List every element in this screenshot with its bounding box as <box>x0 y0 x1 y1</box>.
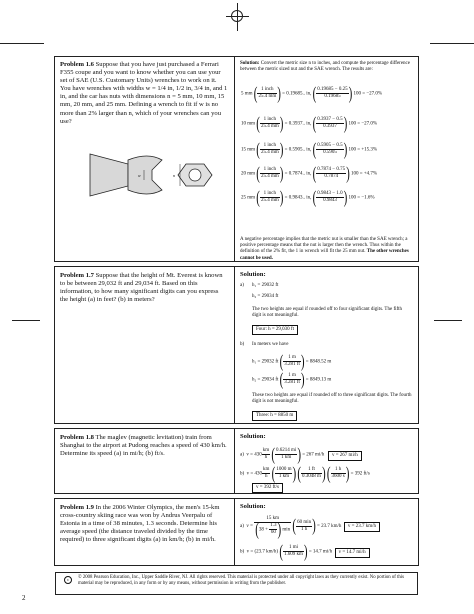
page-number: 2 <box>22 594 26 602</box>
part-b-answer: Three: h = 8850 m <box>252 411 297 421</box>
problem-title: Problem 1.8 <box>60 434 94 441</box>
problem-1-6-box <box>54 56 419 262</box>
part-a-eq: a) v = 15 km (38 + $\frac{1.3}{60}$ ) min ( $\frac{60 \min}{1 h}$ ) = 23.7 km/h v = 23.7 km/h <box>240 516 380 536</box>
problem-text: Suppose that you have just purchased a Ferrari F355 coupe and you want to know whether you can use your set of SAE (U.S. Customary Units) wrenches to work on it. You have wrenches with widths w = 1/4 in, 1/2 in, 3/4 in, and 1 in, and the car has nuts with dimensions n = 5 mm, 10 mm, 15 mm, 20 mm, and 25 mm. Defining a wrench to fit if w is no more than 2% larger than n, which of your wrenches can you use? <box>60 61 228 125</box>
conclusion-bold: The other wrenches cannot be used. <box>240 249 409 261</box>
problem-title: Problem 1.7 <box>60 272 94 279</box>
solution-title: Solution: <box>240 61 260 66</box>
conversion-row: 5 mm ( $\frac{\text{1 inch}}{25.4 mm}$ ) = 0.19685.. in, ( $\frac{0.19685 - 0.25}{0.19685}$ ) 100 = −27.0% <box>241 83 383 104</box>
w-label: w <box>138 173 141 178</box>
crop-mark <box>12 320 40 321</box>
wrench-drawing <box>90 154 162 196</box>
crop-mark <box>0 43 44 44</box>
solution-intro: Convert the metric size n to inches, and compute the percentage difference between the metric sized nut and the SAE wrench. The results are: <box>240 61 410 73</box>
part-a-eq: a) v = 430 $\frac{km}{h}$ ( $\frac{0.6214 mi}{1 km}$ ) = 267 mi/h v = 267 mi/h <box>240 448 362 461</box>
part-b-eq: b) v = 430 $\frac{km}{h}$ ( $\frac{1000 m}{1 km}$ ) ( $\frac{1 ft}{0.3048 m}$ ) ( $\frac{1 h}{3600 s}$ ) = 392 ft/s <box>240 463 370 484</box>
solution-title: Solution: <box>240 503 266 510</box>
problem-text: The maglev (magnetic levitation) train from Shanghai to the airport at Pudong reaches a speed of 430 km/h. Determine its speed (a) in mi/h; (b) ft/s. <box>60 434 227 458</box>
problem-title: Problem 1.6 <box>60 61 94 68</box>
problem-1-9-statement <box>60 504 228 544</box>
problem-1-8-box <box>54 428 419 494</box>
problem-1-7-box <box>54 266 419 424</box>
conclusion-text: A negative percentage implies that the metric nut is smaller than the SAE wrench; a positive percentage means that the nut is larger then the wrench. Thus within the definition of the 2% fit, the 1 in wrench will fit the 25 mm nut. <box>240 237 408 255</box>
h1-meters-eq: h₁ = 29032 ft ( $\frac{1 m}{3.281 ft}$ ) = 8848.52 m <box>252 351 332 372</box>
column-divider <box>234 57 235 261</box>
part-b-label: b) <box>240 342 245 347</box>
problem-title: Problem 1.9 <box>60 504 94 511</box>
part-b-eq: b) v = (23.7 km/h) ( $\frac{1 mi}{1.609 km}$ ) = 14.7 mi/h v = 14.7 mi/h <box>240 545 370 558</box>
solution-title: Solution: <box>240 433 266 440</box>
copyright-text: © 2008 Pearson Education, Inc., Upper Saddle River, NJ. All rights reserved. This material is protected under all copyright laws as they currently exist. No portion of this material may be reproduced, in any form or by any means, without permission in writing from the publisher. <box>78 575 405 586</box>
h2-meters-eq: h₂ = 29034 ft ( $\frac{1 m}{3.281 ft}$ ) = 8849.13 m <box>252 369 332 390</box>
column-divider <box>234 429 235 493</box>
nut-drawing <box>178 164 212 186</box>
conversion-row: 25 mm ( $\frac{\text{1 inch}}{25.4 mm}$ ) = 0.9843.. in, ( $\frac{0.9843 - 1.0}{0.9843}$ ) 100 = −1.6% <box>241 187 375 208</box>
solution-title: Solution: <box>240 271 266 278</box>
part-b-intro: In meters we have <box>252 342 289 347</box>
conversion-row: 10 mm ( $\frac{\text{1 inch}}{25.4 mm}$ ) = 0.3937.. in, ( $\frac{0.3937 - 0.5}{0.3937}$ ) 100 = −27.0% <box>241 113 378 134</box>
h1-line: h₁ = 29032 ft <box>252 283 279 288</box>
problem-1-7-solution <box>240 272 416 278</box>
problem-1-6-conclusion <box>240 237 416 262</box>
part-a-answer: v = 267 mi/h <box>328 451 362 461</box>
column-divider <box>234 267 235 423</box>
part-a-label: a) <box>240 283 244 288</box>
crop-mark <box>434 320 462 321</box>
crop-mark <box>430 43 474 44</box>
part-a-answer: v = 23.7 km/h <box>344 522 380 532</box>
h2-line: h₂ = 29034 ft <box>252 294 279 299</box>
part-b-answer: v = 392 ft/s <box>252 483 283 493</box>
wrench-nut-figure <box>88 150 228 200</box>
part-b-answer: v = 14.7 mi/h <box>335 548 370 558</box>
n-label: n <box>173 173 175 178</box>
part-b-note: These two heights are equal if rounded off to three significant digits. The fourth digit is not meaningful. <box>252 393 412 405</box>
copyright-notice <box>55 572 418 595</box>
column-divider <box>234 499 235 565</box>
conversion-row: 20 mm ( $\frac{\text{1 inch}}{25.4 mm}$ ) = 0.7874.. in, ( $\frac{0.7874 - 0.75}{0.7874}$ ) 100 = +4.7% <box>241 163 378 184</box>
problem-1-9-box <box>54 498 419 566</box>
problem-1-7-statement <box>60 272 228 304</box>
problem-text: Suppose that the height of Mt. Everest is known to be between 29,032 ft and 29,034 ft. Based on this information, to how many significant digits can you express the height (a) in feet? (b) in meters? <box>60 272 223 304</box>
part-a-answer: Four: h = 29,030 ft <box>252 325 298 335</box>
problem-text: In the 2006 Winter Olympics, the men's 15-km cross-country skiing race was won by Andrus Veerpalu of Estonia in a time of 38 minutes, 1.3 seconds. Determine his average speed (the distance traveled divided by the time required) to three significant digits (a) in km/h; (b) in mi/h. <box>60 504 220 544</box>
part-a-note: The two heights are equal if rounded off to four significant digits. The fifth digit is not meaningful. <box>252 307 403 319</box>
problem-1-6-statement <box>60 61 228 126</box>
problem-1-6-solution <box>240 61 416 73</box>
problem-1-8-statement <box>60 434 228 458</box>
conversion-row: 15 mm ( $\frac{\text{1 inch}}{25.4 mm}$ ) = 0.5905.. in, ( $\frac{0.5905 - 0.5}{0.5905}$ ) 100 = +15.3% <box>241 139 378 160</box>
copyright-icon: c <box>64 576 72 584</box>
registration-mark <box>231 10 243 22</box>
